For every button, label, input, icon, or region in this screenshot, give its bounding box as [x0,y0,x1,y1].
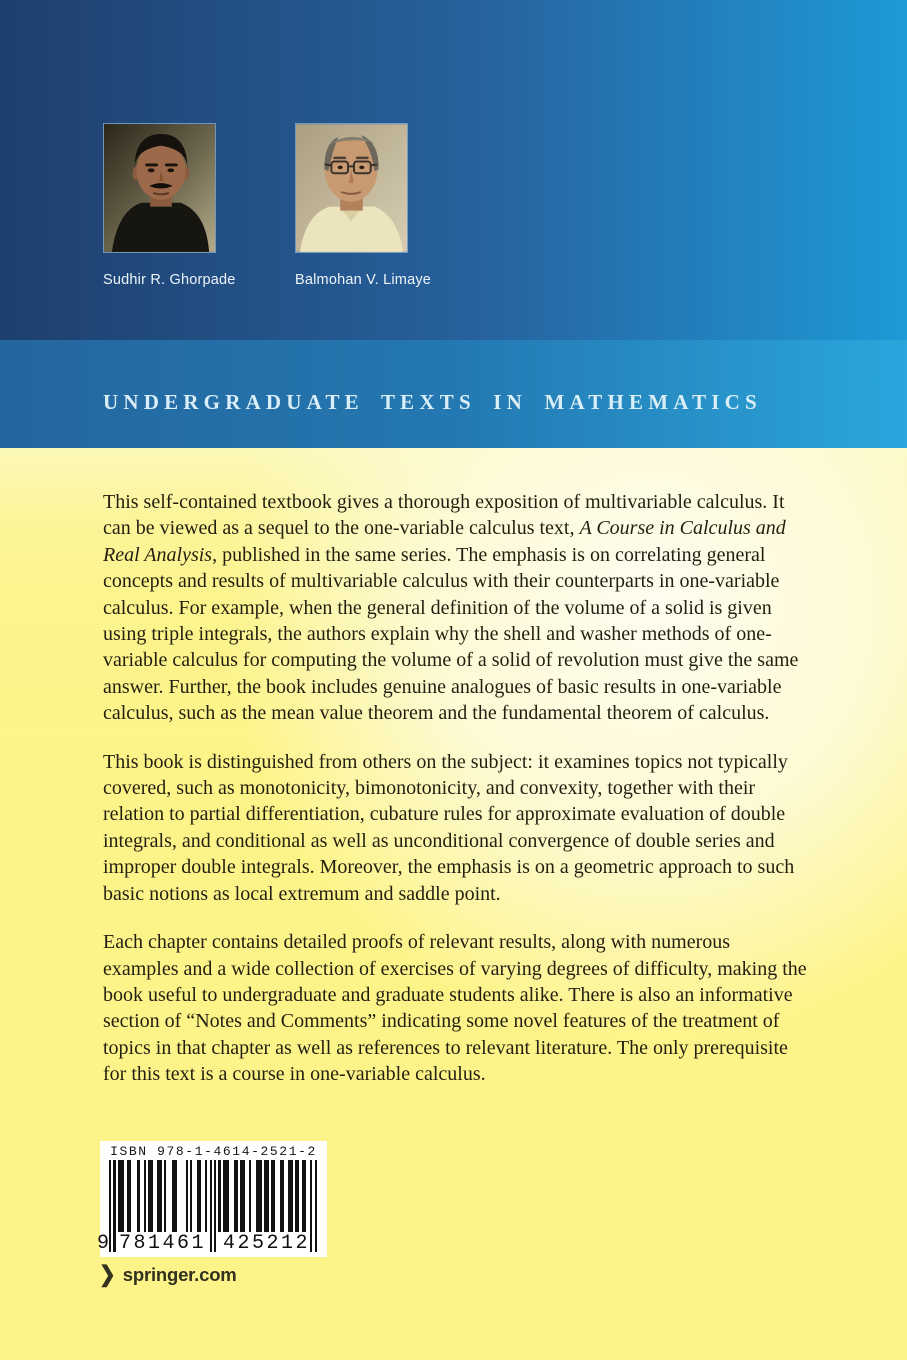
barcode-digits [97,1232,327,1255]
isbn-barcode [97,1141,327,1257]
isbn-label: ISBN 978-1-4614-2521-2 [110,1144,317,1159]
barcode-digit-group1: 781461 [118,1232,206,1255]
chevron-right-icon: ❯ [99,1262,116,1288]
author-photo-limaye-icon [295,123,408,253]
top-photo-section [0,0,907,340]
description-paragraph: Each chapter contains detailed proofs of relevant results, along with numerous examples and a wide collection of exercises of varying degrees of difficulty, making the book useful to undergraduate and graduate students alike. There is also an informative section of “Notes and Comments” indicating some novel features of the treatment of topics in that chapter as well as references to relevant literature. The only prerequisite for this text is a course in one-variable calculus. [103,931,807,1086]
description-paragraph: This self-contained textbook gives a thorough exposition of multivariable calculus. It can be viewed as a sequel to the one-variable calculus text, A Course in Calculus and Real Analysis, published in the same series. The emphasis is on correlating general concepts and results of multivariable calculus with their counterparts in one-variable calculus. For example, when the general definition of the volume of a solid is given using triple integrals, the authors explain why the shell and washer methods of one-variable calculus for computing the volume of a solid of revolution must give the same answer. Further, the book includes genuine analogues of basic results in one-variable calculus, such as the mean value theorem and the fundamental theorem of calculus. [103,491,799,725]
book-description [103,489,809,1110]
author-photo-ghorpade-icon [103,123,216,253]
description-section [0,448,907,1360]
barcode-digit-group2: 425212 [222,1232,310,1255]
publisher-site-label: springer.com [122,1264,237,1285]
author-name: Sudhir R. Ghorpade [103,272,236,288]
barcode-digit-prefix: 9 [97,1232,112,1255]
barcode-bars [97,1160,327,1255]
author-limaye [295,123,432,288]
series-title: UNDERGRADUATE TEXTS IN MATHEMATICS [103,390,762,414]
author-name: Balmohan V. Limaye [295,272,432,288]
series-band [0,340,907,448]
author-list [103,123,432,288]
description-paragraph: This book is distinguished from others on the subject: it examines topics not typically covered, such as monotonicity, bimonotonicity, and convexity, together with their relation to partial differentiation, cubature rules for approximate evaluation of double integrals, and conditional as well as unconditional convergence of double series and improper double integrals. Moreover, the emphasis is on a geometric approach to such basic notions as local extremum and saddle point. [103,750,795,905]
author-ghorpade [103,123,236,288]
springer-logo [99,1264,237,1286]
